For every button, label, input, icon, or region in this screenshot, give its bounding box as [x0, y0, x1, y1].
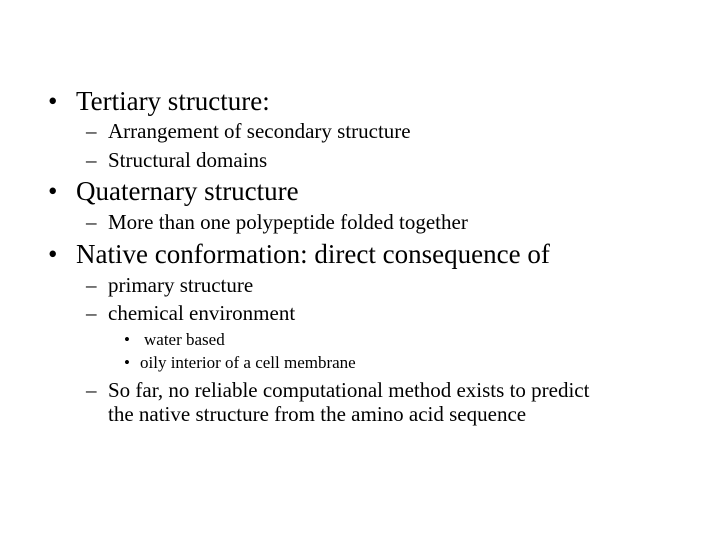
dash-marker: – — [86, 273, 97, 297]
dash-marker: – — [86, 301, 97, 325]
sub-structural-domains: Structural domains — [108, 148, 268, 172]
subsub-water-based: water based — [144, 330, 225, 349]
dash-marker: – — [86, 119, 97, 143]
bullet-tertiary-structure: Tertiary structure: — [76, 86, 270, 116]
dash-marker: – — [86, 148, 97, 172]
bullet-native-conformation: Native conformation: direct consequence of — [76, 239, 550, 269]
sub-so-far-continuation: the native structure from the amino acid sequence — [108, 402, 527, 426]
bullet-marker-small: • — [124, 330, 130, 349]
bullet-marker: • — [48, 176, 58, 206]
sub-chemical-environment: chemical environment — [108, 301, 296, 325]
sub-so-far-no-reliable: So far, no reliable computational method exists to predict — [108, 378, 590, 402]
bullet-quaternary-structure: Quaternary structure — [76, 176, 299, 206]
sub-more-than-one-polypeptide: More than one polypeptide folded together — [108, 210, 468, 234]
bullet-marker: • — [48, 239, 58, 269]
dash-marker: – — [86, 378, 97, 402]
sub-arrangement-secondary: Arrangement of secondary structure — [108, 119, 411, 143]
bullet-marker: • — [48, 86, 58, 116]
bullet-marker-small: • — [124, 353, 130, 372]
dash-marker: – — [86, 210, 97, 234]
subsub-oily-interior: oily interior of a cell membrane — [140, 353, 356, 372]
sub-primary-structure: primary structure — [108, 273, 254, 297]
